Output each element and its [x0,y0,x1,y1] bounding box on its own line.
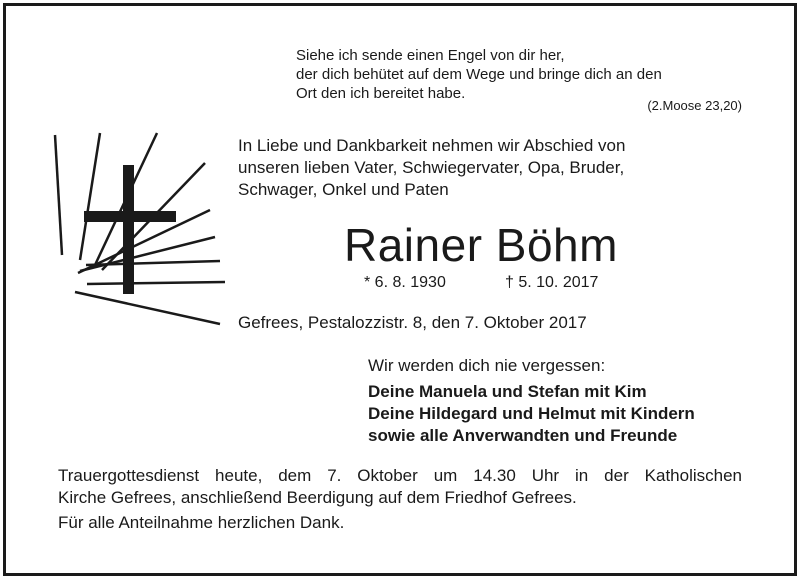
verse-line: Ort den ich bereitet habe. [296,85,466,102]
funeral-service-info [58,465,742,509]
intro-line: unseren lieben Vater, Schwiegervater, Opa, Bruder, [238,158,625,177]
death-date: † 5. 10. 2017 [505,274,599,291]
cross-with-rays-icon [40,125,240,330]
mourner-line: Deine Manuela und Stefan mit Kim [368,382,647,401]
mourner-line: sowie alle Anverwandten und Freunde [368,426,678,445]
intro-line: Schwager, Onkel und Paten [238,180,449,199]
thanks-line: Für alle Anteilnahme herzlichen Dank. [58,513,345,532]
verse-line: Siehe ich sende einen Engel von dir her, [296,47,565,64]
verse-reference: (2.Moose 23,20) [647,98,742,113]
bible-verse [296,46,662,103]
place-and-date: Gefrees, Pestalozzistr. 8, den 7. Oktober 2017 [238,313,587,332]
intro-text [238,135,625,201]
service-line: Trauergottesdienst heute, dem 7. Oktober um 14.30 Uhr in der Katholischen [58,466,742,485]
mourner-line: Deine Hildegard und Helmut mit Kindern [368,404,695,423]
verse-line: der dich behütet auf dem Wege und bringe dich an den [296,66,662,83]
intro-line: In Liebe und Dankbarkeit nehmen wir Abschied von [238,136,626,155]
service-line: Kirche Gefrees, anschließend Beerdigung auf dem Friedhof Gefrees. [58,488,577,507]
deceased-name: Rainer Böhm [344,219,618,271]
birth-date: * 6. 8. 1930 [364,274,446,291]
mourners-list [368,381,695,447]
never-forget-line: Wir werden dich nie vergessen: [368,356,606,375]
